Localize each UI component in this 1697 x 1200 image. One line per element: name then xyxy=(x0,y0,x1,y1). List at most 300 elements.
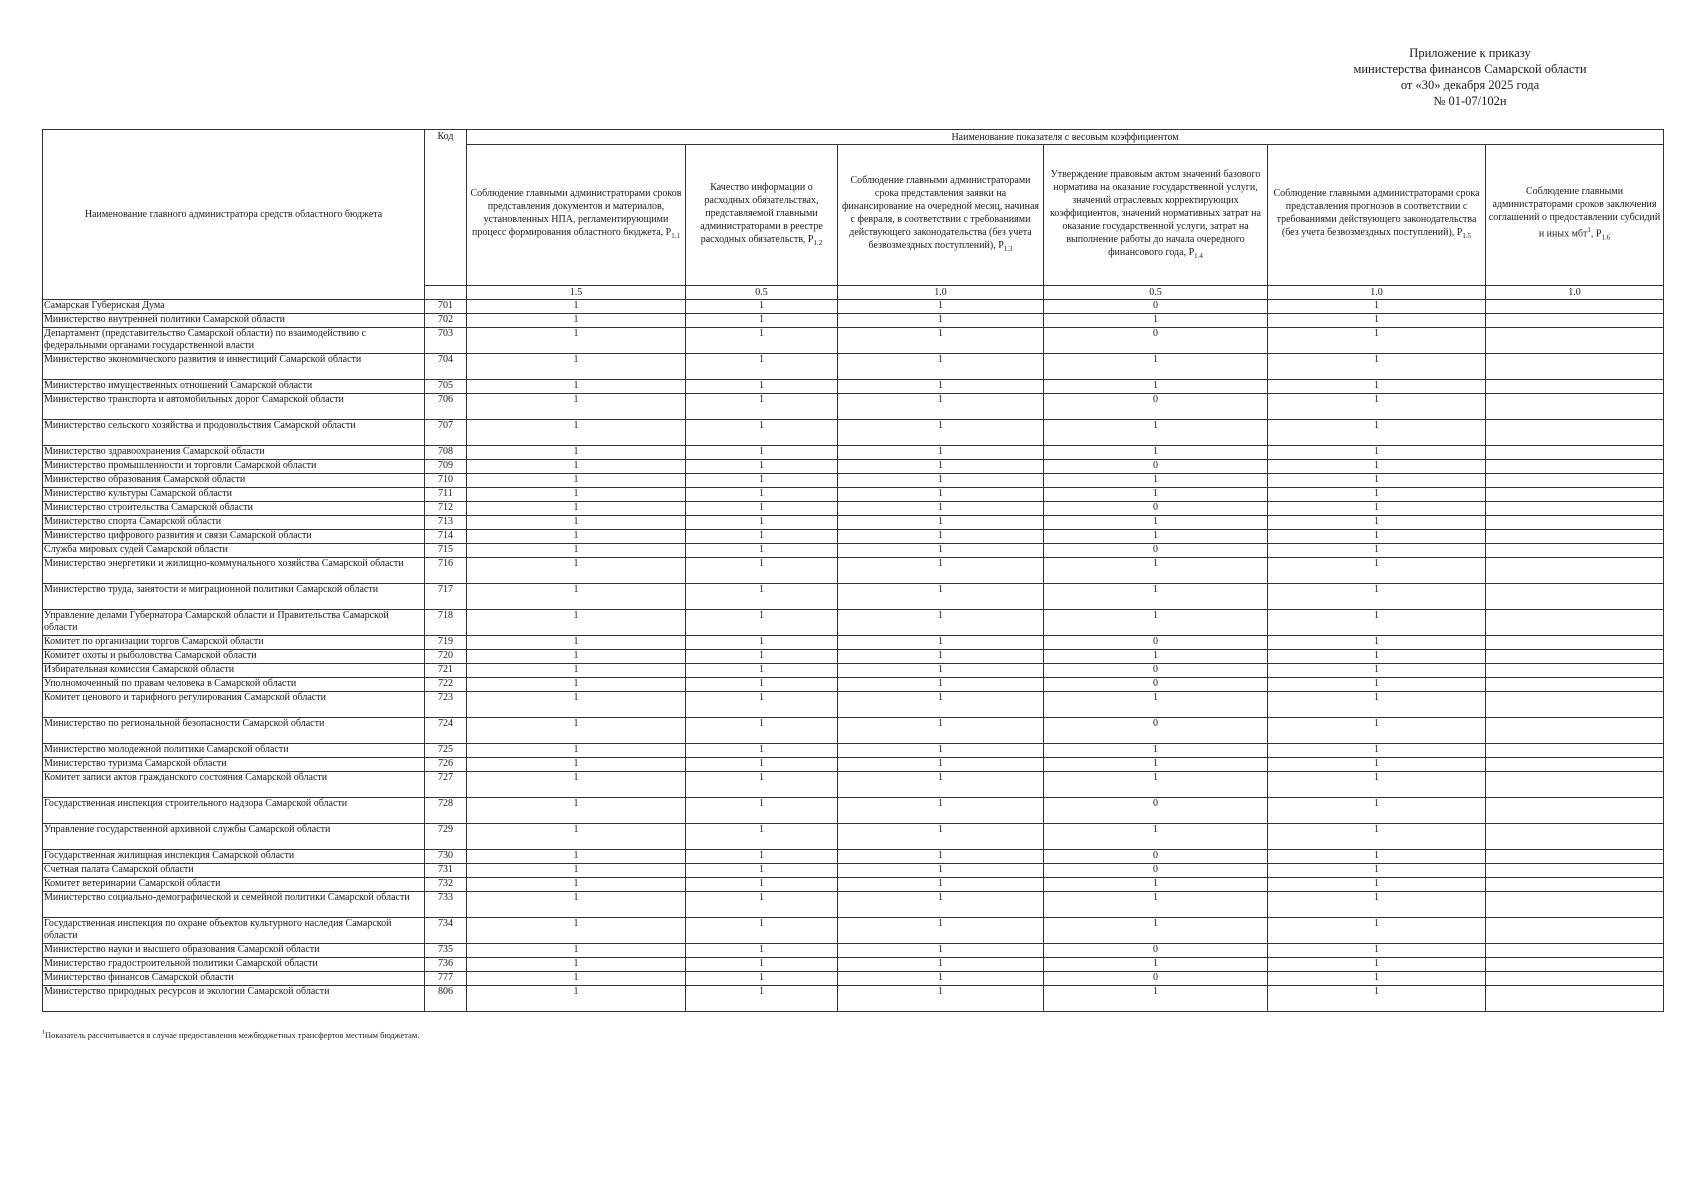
admin-name-cell: Министерство молодежной политики Самарской области xyxy=(43,744,425,758)
value-cell-p1-5: 1 xyxy=(1268,744,1486,758)
value-cell-p1-1: 1 xyxy=(467,530,686,544)
value-cell-p1-3: 1 xyxy=(838,772,1044,798)
value-cell-p1-1: 1 xyxy=(467,864,686,878)
table-row xyxy=(43,474,1664,488)
col-header-name: Наименование главного администратора средств областного бюджета xyxy=(43,130,425,300)
value-cell-p1-1: 1 xyxy=(467,758,686,772)
value-cell-p1-4: 1 xyxy=(1044,986,1268,1012)
value-cell-p1-4: 0 xyxy=(1044,850,1268,864)
value-cell-p1-4: 1 xyxy=(1044,892,1268,918)
value-cell-p1-2: 1 xyxy=(686,850,838,864)
value-cell-p1-5: 1 xyxy=(1268,488,1486,502)
table-row xyxy=(43,772,1664,798)
value-cell-p1-3: 1 xyxy=(838,300,1044,314)
value-cell-p1-6 xyxy=(1486,878,1664,892)
value-cell-p1-4: 0 xyxy=(1044,544,1268,558)
value-cell-p1-4: 1 xyxy=(1044,354,1268,380)
value-cell-p1-3: 1 xyxy=(838,446,1044,460)
value-cell-p1-6 xyxy=(1486,772,1664,798)
value-cell-p1-2: 1 xyxy=(686,944,838,958)
code-weight-cell xyxy=(425,286,467,300)
value-cell-p1-6 xyxy=(1486,692,1664,718)
value-cell-p1-3: 1 xyxy=(838,354,1044,380)
value-cell-p1-1: 1 xyxy=(467,354,686,380)
value-cell-p1-2: 1 xyxy=(686,460,838,474)
value-cell-p1-6 xyxy=(1486,986,1664,1012)
admin-name-cell: Комитет ценового и тарифного регулирования Самарской области xyxy=(43,692,425,718)
value-cell-p1-3: 1 xyxy=(838,986,1044,1012)
admin-name-cell: Министерство социально-демографической и семейной политики Самарской области xyxy=(43,892,425,918)
code-cell: 728 xyxy=(425,798,467,824)
indicator-subscript: 1.5 xyxy=(1462,232,1472,240)
code-cell: 712 xyxy=(425,502,467,516)
code-cell: 713 xyxy=(425,516,467,530)
admin-name-cell: Министерство туризма Самарской области xyxy=(43,758,425,772)
value-cell-p1-5: 1 xyxy=(1268,460,1486,474)
value-cell-p1-3: 1 xyxy=(838,892,1044,918)
admin-name-cell: Министерство цифрового развития и связи Самарской области xyxy=(43,530,425,544)
indicator-subscript: 1.6 xyxy=(1601,233,1611,242)
value-cell-p1-2: 1 xyxy=(686,300,838,314)
value-cell-p1-1: 1 xyxy=(467,892,686,918)
value-cell-p1-5: 1 xyxy=(1268,544,1486,558)
value-cell-p1-1: 1 xyxy=(467,446,686,460)
value-cell-p1-5: 1 xyxy=(1268,798,1486,824)
code-cell: 720 xyxy=(425,650,467,664)
value-cell-p1-4: 1 xyxy=(1044,610,1268,636)
value-cell-p1-1: 1 xyxy=(467,502,686,516)
value-cell-p1-2: 1 xyxy=(686,380,838,394)
code-cell: 733 xyxy=(425,892,467,918)
admin-name-cell: Министерство по региональной безопасности Самарской области xyxy=(43,718,425,744)
value-cell-p1-4: 0 xyxy=(1044,394,1268,420)
code-cell: 725 xyxy=(425,744,467,758)
value-cell-p1-3: 1 xyxy=(838,558,1044,584)
value-cell-p1-6 xyxy=(1486,328,1664,354)
admin-name-cell: Служба мировых судей Самарской области xyxy=(43,544,425,558)
table-row xyxy=(43,328,1664,354)
value-cell-p1-5: 1 xyxy=(1268,502,1486,516)
value-cell-p1-1: 1 xyxy=(467,918,686,944)
value-cell-p1-2: 1 xyxy=(686,798,838,824)
code-cell: 710 xyxy=(425,474,467,488)
value-cell-p1-4: 1 xyxy=(1044,772,1268,798)
code-cell: 730 xyxy=(425,850,467,864)
table-row xyxy=(43,558,1664,584)
indicator-subscript: 1.3 xyxy=(1003,245,1013,253)
header-line-2: министерства финансов Самарской области xyxy=(1353,62,1587,76)
indicators-table xyxy=(42,129,1664,1012)
value-cell-p1-2: 1 xyxy=(686,530,838,544)
value-cell-p1-1: 1 xyxy=(467,544,686,558)
table-row xyxy=(43,300,1664,314)
value-cell-p1-1: 1 xyxy=(467,972,686,986)
value-cell-p1-6 xyxy=(1486,460,1664,474)
table-row xyxy=(43,650,1664,664)
value-cell-p1-6 xyxy=(1486,892,1664,918)
value-cell-p1-1: 1 xyxy=(467,798,686,824)
indicator-weight-5: 1.0 xyxy=(1268,286,1486,300)
footnote-mark: 1 xyxy=(42,1030,45,1037)
table-row xyxy=(43,758,1664,772)
value-cell-p1-3: 1 xyxy=(838,650,1044,664)
value-cell-p1-1: 1 xyxy=(467,718,686,744)
value-cell-p1-5: 1 xyxy=(1268,354,1486,380)
value-cell-p1-3: 1 xyxy=(838,474,1044,488)
code-cell: 719 xyxy=(425,636,467,650)
table-row xyxy=(43,986,1664,1012)
value-cell-p1-5: 1 xyxy=(1268,446,1486,460)
value-cell-p1-2: 1 xyxy=(686,516,838,530)
value-cell-p1-2: 1 xyxy=(686,558,838,584)
value-cell-p1-2: 1 xyxy=(686,394,838,420)
admin-name-cell: Счетная палата Самарской области xyxy=(43,864,425,878)
indicator-text: Соблюдение главными администраторами сроков представления документов и материалов, установленных НПА, регламентирующими процесс формирования областного бюджета, P xyxy=(470,188,682,238)
value-cell-p1-6 xyxy=(1486,558,1664,584)
value-cell-p1-2: 1 xyxy=(686,878,838,892)
admin-name-cell: Управление государственной архивной службы Самарской области xyxy=(43,824,425,850)
table-row xyxy=(43,878,1664,892)
admin-name-cell: Государственная инспекция строительного надзора Самарской области xyxy=(43,798,425,824)
value-cell-p1-6 xyxy=(1486,636,1664,650)
value-cell-p1-6 xyxy=(1486,314,1664,328)
value-cell-p1-2: 1 xyxy=(686,692,838,718)
value-cell-p1-3: 1 xyxy=(838,502,1044,516)
admin-name-cell: Министерство промышленности и торговли Самарской области xyxy=(43,460,425,474)
indicator-weight-2: 0.5 xyxy=(686,286,838,300)
value-cell-p1-6 xyxy=(1486,758,1664,772)
indicator-header-6 xyxy=(1486,145,1664,286)
value-cell-p1-4: 1 xyxy=(1044,314,1268,328)
value-cell-p1-4: 1 xyxy=(1044,474,1268,488)
value-cell-p1-3: 1 xyxy=(838,544,1044,558)
value-cell-p1-5: 1 xyxy=(1268,918,1486,944)
value-cell-p1-5: 1 xyxy=(1268,758,1486,772)
value-cell-p1-5: 1 xyxy=(1268,772,1486,798)
indicator-header-1 xyxy=(467,145,686,286)
admin-name-cell: Министерство образования Самарской области xyxy=(43,474,425,488)
value-cell-p1-3: 1 xyxy=(838,878,1044,892)
value-cell-p1-3: 1 xyxy=(838,380,1044,394)
admin-name-cell: Министерство природных ресурсов и экологии Самарской области xyxy=(43,986,425,1012)
value-cell-p1-2: 1 xyxy=(686,892,838,918)
admin-name-cell: Министерство культуры Самарской области xyxy=(43,488,425,502)
value-cell-p1-3: 1 xyxy=(838,394,1044,420)
indicator-header-3 xyxy=(838,145,1044,286)
indicator-text: Соблюдение главными администраторами срока представления заявки на финансирование на очередной месяц, начиная с февраля, в соответствии с требованиями действующего законодательства (без учета безвозмездных поступлений), P xyxy=(841,175,1040,251)
value-cell-p1-4: 1 xyxy=(1044,692,1268,718)
admin-name-cell: Государственная инспекция по охране объектов культурного наследия Самарской области xyxy=(43,918,425,944)
value-cell-p1-6 xyxy=(1486,502,1664,516)
value-cell-p1-1: 1 xyxy=(467,380,686,394)
code-cell: 701 xyxy=(425,300,467,314)
value-cell-p1-1: 1 xyxy=(467,314,686,328)
value-cell-p1-1: 1 xyxy=(467,958,686,972)
value-cell-p1-1: 1 xyxy=(467,986,686,1012)
value-cell-p1-3: 1 xyxy=(838,850,1044,864)
value-cell-p1-3: 1 xyxy=(838,918,1044,944)
code-cell: 729 xyxy=(425,824,467,850)
indicator-header-2 xyxy=(686,145,838,286)
value-cell-p1-4: 0 xyxy=(1044,460,1268,474)
value-cell-p1-1: 1 xyxy=(467,692,686,718)
value-cell-p1-4: 1 xyxy=(1044,488,1268,502)
value-cell-p1-2: 1 xyxy=(686,544,838,558)
admin-name-cell: Министерство строительства Самарской области xyxy=(43,502,425,516)
table-row xyxy=(43,502,1664,516)
value-cell-p1-4: 0 xyxy=(1044,678,1268,692)
header-line-4: № 01-07/102н xyxy=(1433,94,1507,108)
indicator-tail: , P xyxy=(1590,228,1602,240)
value-cell-p1-1: 1 xyxy=(467,474,686,488)
table-row xyxy=(43,530,1664,544)
table-row xyxy=(43,516,1664,530)
value-cell-p1-6 xyxy=(1486,944,1664,958)
code-cell: 718 xyxy=(425,610,467,636)
value-cell-p1-1: 1 xyxy=(467,300,686,314)
table-row xyxy=(43,958,1664,972)
admin-name-cell: Самарская Губернская Дума xyxy=(43,300,425,314)
indicator-footnote-mark: 1 xyxy=(1587,226,1591,235)
table-row xyxy=(43,850,1664,864)
value-cell-p1-5: 1 xyxy=(1268,972,1486,986)
value-cell-p1-4: 1 xyxy=(1044,650,1268,664)
value-cell-p1-5: 1 xyxy=(1268,718,1486,744)
value-cell-p1-6 xyxy=(1486,664,1664,678)
code-cell: 735 xyxy=(425,944,467,958)
value-cell-p1-5: 1 xyxy=(1268,380,1486,394)
value-cell-p1-4: 0 xyxy=(1044,300,1268,314)
table-row xyxy=(43,584,1664,610)
value-cell-p1-2: 1 xyxy=(686,772,838,798)
value-cell-p1-6 xyxy=(1486,850,1664,864)
value-cell-p1-6 xyxy=(1486,718,1664,744)
admin-name-cell: Министерство здравоохранения Самарской области xyxy=(43,446,425,460)
table-row xyxy=(43,636,1664,650)
code-cell: 731 xyxy=(425,864,467,878)
value-cell-p1-6 xyxy=(1486,650,1664,664)
value-cell-p1-1: 1 xyxy=(467,650,686,664)
code-cell: 721 xyxy=(425,664,467,678)
value-cell-p1-1: 1 xyxy=(467,878,686,892)
value-cell-p1-5: 1 xyxy=(1268,958,1486,972)
code-cell: 722 xyxy=(425,678,467,692)
value-cell-p1-2: 1 xyxy=(686,824,838,850)
admin-name-cell: Комитет ветеринарии Самарской области xyxy=(43,878,425,892)
indicator-subscript: 1.1 xyxy=(671,232,680,240)
table-row xyxy=(43,446,1664,460)
value-cell-p1-6 xyxy=(1486,420,1664,446)
value-cell-p1-5: 1 xyxy=(1268,314,1486,328)
value-cell-p1-6 xyxy=(1486,488,1664,502)
header-line-3: от «30» декабря 2025 года xyxy=(1400,78,1540,92)
value-cell-p1-1: 1 xyxy=(467,664,686,678)
value-cell-p1-4: 1 xyxy=(1044,758,1268,772)
value-cell-p1-1: 1 xyxy=(467,516,686,530)
col-header-group: Наименование показателя с весовым коэффициентом xyxy=(467,130,1664,145)
value-cell-p1-4: 1 xyxy=(1044,446,1268,460)
value-cell-p1-3: 1 xyxy=(838,460,1044,474)
value-cell-p1-4: 0 xyxy=(1044,718,1268,744)
table-row xyxy=(43,892,1664,918)
table-row xyxy=(43,354,1664,380)
value-cell-p1-2: 1 xyxy=(686,664,838,678)
code-cell: 724 xyxy=(425,718,467,744)
value-cell-p1-2: 1 xyxy=(686,972,838,986)
value-cell-p1-2: 1 xyxy=(686,650,838,664)
code-cell: 702 xyxy=(425,314,467,328)
code-cell: 706 xyxy=(425,394,467,420)
value-cell-p1-2: 1 xyxy=(686,488,838,502)
value-cell-p1-5: 1 xyxy=(1268,664,1486,678)
code-cell: 777 xyxy=(425,972,467,986)
admin-name-cell: Уполномоченный по правам человека в Самарской области xyxy=(43,678,425,692)
value-cell-p1-4: 0 xyxy=(1044,944,1268,958)
value-cell-p1-3: 1 xyxy=(838,824,1044,850)
col-header-code: Код xyxy=(425,130,467,286)
table-row xyxy=(43,610,1664,636)
admin-name-cell: Министерство энергетики и жилищно-коммунального хозяйства Самарской области xyxy=(43,558,425,584)
value-cell-p1-6 xyxy=(1486,544,1664,558)
code-cell: 732 xyxy=(425,878,467,892)
value-cell-p1-1: 1 xyxy=(467,824,686,850)
value-cell-p1-5: 1 xyxy=(1268,692,1486,718)
value-cell-p1-3: 1 xyxy=(838,314,1044,328)
value-cell-p1-2: 1 xyxy=(686,678,838,692)
value-cell-p1-4: 1 xyxy=(1044,878,1268,892)
value-cell-p1-6 xyxy=(1486,744,1664,758)
value-cell-p1-2: 1 xyxy=(686,636,838,650)
value-cell-p1-4: 1 xyxy=(1044,918,1268,944)
indicator-weight-3: 1.0 xyxy=(838,286,1044,300)
indicator-weight-4: 0.5 xyxy=(1044,286,1268,300)
value-cell-p1-1: 1 xyxy=(467,584,686,610)
code-cell: 726 xyxy=(425,758,467,772)
value-cell-p1-1: 1 xyxy=(467,772,686,798)
footnote-text: Показатель рассчитывается в случае предоставления межбюджетных трансфертов местным бюджетам. xyxy=(45,1030,420,1040)
value-cell-p1-4: 1 xyxy=(1044,516,1268,530)
value-cell-p1-1: 1 xyxy=(467,610,686,636)
value-cell-p1-5: 1 xyxy=(1268,516,1486,530)
indicator-text: Соблюдение главными администраторами срока представления прогнозов в соответствии с требованиями действующего законодательства (без учета безвозмездных поступлений), P xyxy=(1273,188,1480,238)
table-row xyxy=(43,394,1664,420)
value-cell-p1-2: 1 xyxy=(686,502,838,516)
table-row xyxy=(43,380,1664,394)
value-cell-p1-4: 1 xyxy=(1044,380,1268,394)
value-cell-p1-2: 1 xyxy=(686,986,838,1012)
value-cell-p1-2: 1 xyxy=(686,864,838,878)
admin-name-cell: Комитет записи актов гражданского состояния Самарской области xyxy=(43,772,425,798)
value-cell-p1-6 xyxy=(1486,584,1664,610)
value-cell-p1-3: 1 xyxy=(838,944,1044,958)
code-cell: 705 xyxy=(425,380,467,394)
value-cell-p1-5: 1 xyxy=(1268,420,1486,446)
value-cell-p1-4: 1 xyxy=(1044,824,1268,850)
value-cell-p1-1: 1 xyxy=(467,328,686,354)
table-row xyxy=(43,664,1664,678)
table-row xyxy=(43,944,1664,958)
table-row xyxy=(43,692,1664,718)
code-cell: 707 xyxy=(425,420,467,446)
value-cell-p1-6 xyxy=(1486,354,1664,380)
table-row xyxy=(43,544,1664,558)
value-cell-p1-3: 1 xyxy=(838,530,1044,544)
code-cell: 709 xyxy=(425,460,467,474)
table-row xyxy=(43,420,1664,446)
code-cell: 717 xyxy=(425,584,467,610)
value-cell-p1-4: 1 xyxy=(1044,958,1268,972)
value-cell-p1-6 xyxy=(1486,864,1664,878)
admin-name-cell: Министерство труда, занятости и миграционной политики Самарской области xyxy=(43,584,425,610)
value-cell-p1-3: 1 xyxy=(838,692,1044,718)
indicator-subscript: 1.4 xyxy=(1194,251,1203,260)
admin-name-cell: Министерство сельского хозяйства и продовольствия Самарской области xyxy=(43,420,425,446)
value-cell-p1-3: 1 xyxy=(838,664,1044,678)
value-cell-p1-6 xyxy=(1486,678,1664,692)
value-cell-p1-1: 1 xyxy=(467,636,686,650)
admin-name-cell: Комитет по организации торгов Самарской области xyxy=(43,636,425,650)
value-cell-p1-3: 1 xyxy=(838,678,1044,692)
value-cell-p1-2: 1 xyxy=(686,584,838,610)
table-row xyxy=(43,798,1664,824)
value-cell-p1-1: 1 xyxy=(467,678,686,692)
value-cell-p1-4: 0 xyxy=(1044,798,1268,824)
table-row xyxy=(43,678,1664,692)
admin-name-cell: Управление делами Губернатора Самарской области и Правительства Самарской области xyxy=(43,610,425,636)
value-cell-p1-3: 1 xyxy=(838,798,1044,824)
value-cell-p1-2: 1 xyxy=(686,744,838,758)
value-cell-p1-1: 1 xyxy=(467,944,686,958)
code-cell: 704 xyxy=(425,354,467,380)
value-cell-p1-2: 1 xyxy=(686,918,838,944)
value-cell-p1-2: 1 xyxy=(686,718,838,744)
admin-name-cell: Министерство экономического развития и инвестиций Самарской области xyxy=(43,354,425,380)
value-cell-p1-4: 1 xyxy=(1044,530,1268,544)
value-cell-p1-2: 1 xyxy=(686,420,838,446)
value-cell-p1-6 xyxy=(1486,474,1664,488)
indicator-subscript: 1.2 xyxy=(813,238,823,247)
value-cell-p1-3: 1 xyxy=(838,328,1044,354)
value-cell-p1-1: 1 xyxy=(467,744,686,758)
document-header xyxy=(1300,45,1640,109)
value-cell-p1-4: 1 xyxy=(1044,558,1268,584)
value-cell-p1-1: 1 xyxy=(467,460,686,474)
value-cell-p1-2: 1 xyxy=(686,314,838,328)
code-cell: 714 xyxy=(425,530,467,544)
indicator-text: Утверждение правовым актом значений базового норматива на оказание государственной услуги, значений отраслевых корректирующих коэффициентов, значений нормативных затрат на оказание государственной услуги, затрат на выполнение работы до начала очередного финансового года, P xyxy=(1050,168,1261,258)
value-cell-p1-5: 1 xyxy=(1268,636,1486,650)
value-cell-p1-5: 1 xyxy=(1268,650,1486,664)
value-cell-p1-4: 0 xyxy=(1044,328,1268,354)
value-cell-p1-6 xyxy=(1486,972,1664,986)
value-cell-p1-5: 1 xyxy=(1268,584,1486,610)
value-cell-p1-3: 1 xyxy=(838,718,1044,744)
indicator-weight-1: 1.5 xyxy=(467,286,686,300)
code-cell: 716 xyxy=(425,558,467,584)
header-line-1: Приложение к приказу xyxy=(1409,46,1531,60)
value-cell-p1-5: 1 xyxy=(1268,530,1486,544)
table-row xyxy=(43,314,1664,328)
value-cell-p1-5: 1 xyxy=(1268,986,1486,1012)
value-cell-p1-3: 1 xyxy=(838,610,1044,636)
value-cell-p1-1: 1 xyxy=(467,558,686,584)
value-cell-p1-1: 1 xyxy=(467,394,686,420)
table-row xyxy=(43,824,1664,850)
admin-name-cell: Министерство градостроительной политики Самарской области xyxy=(43,958,425,972)
value-cell-p1-5: 1 xyxy=(1268,850,1486,864)
code-cell: 806 xyxy=(425,986,467,1012)
value-cell-p1-3: 1 xyxy=(838,420,1044,446)
